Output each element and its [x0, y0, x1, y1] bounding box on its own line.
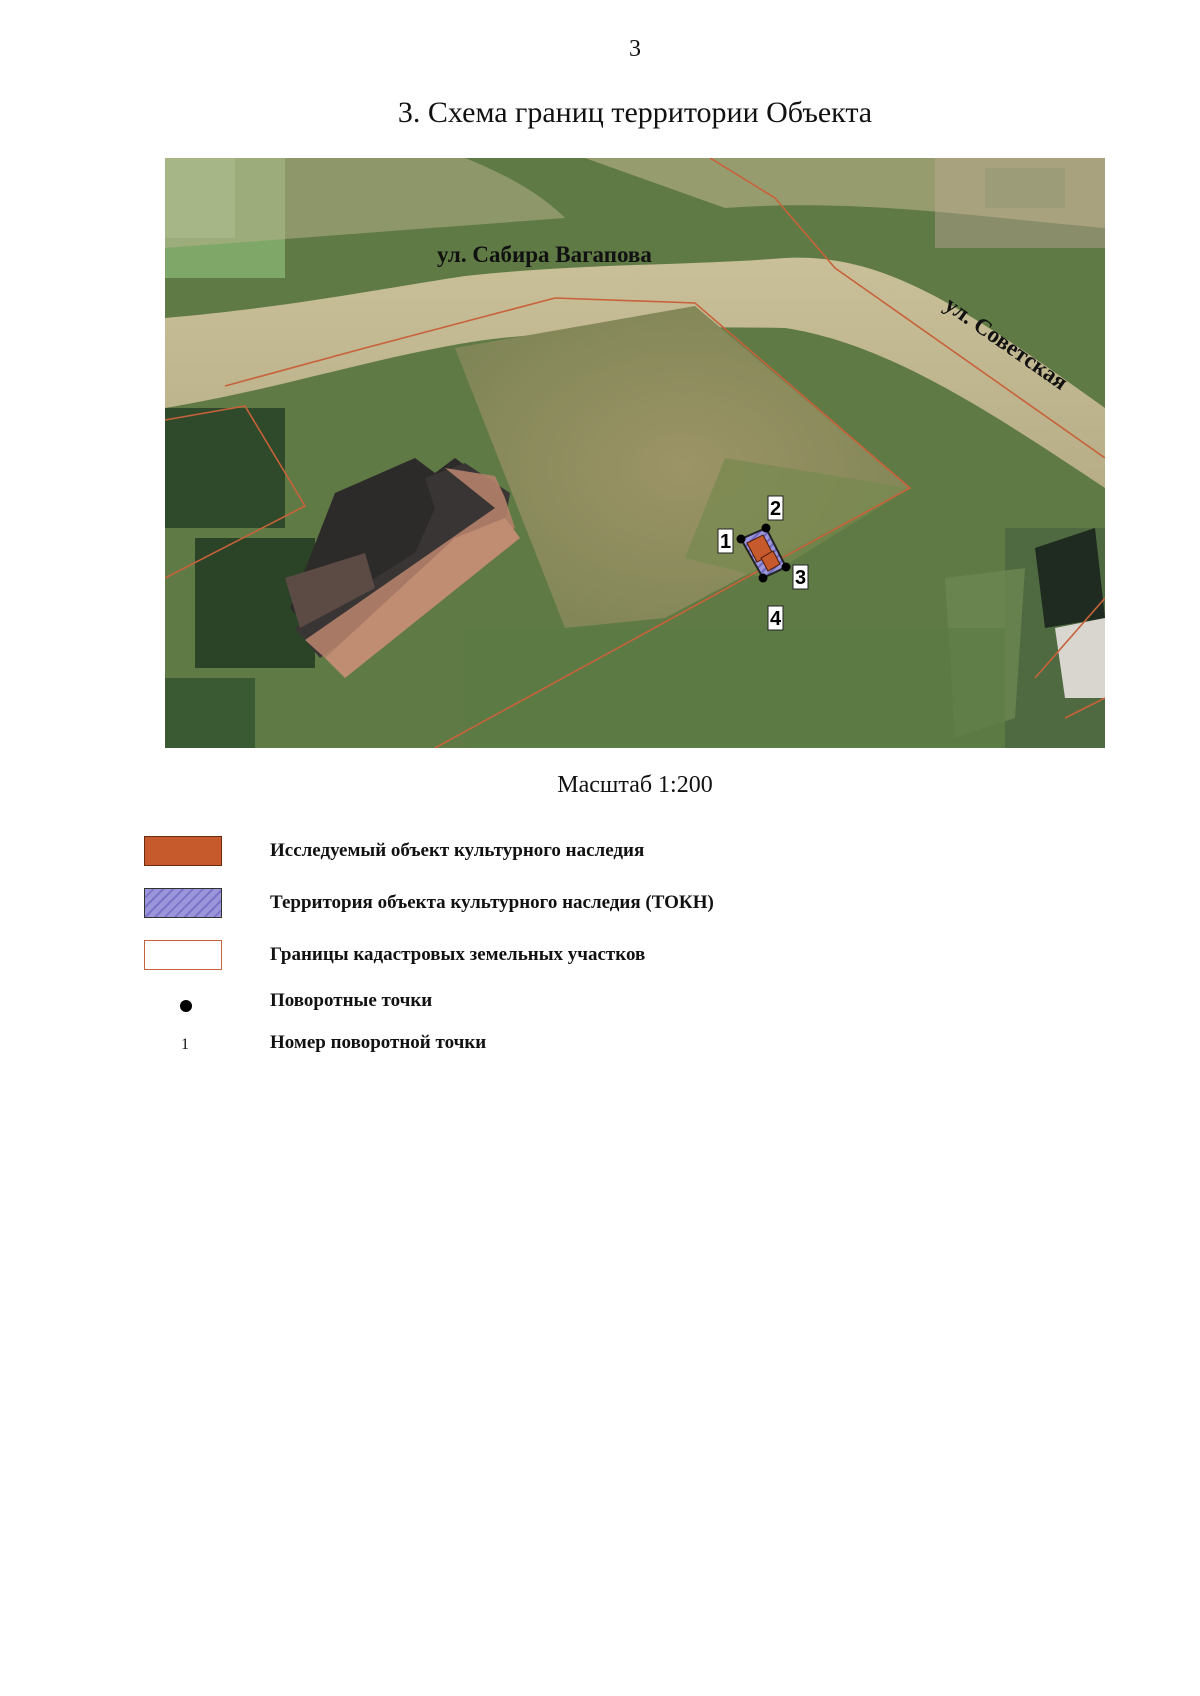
- point-number-sample: 1: [181, 1036, 189, 1053]
- object-swatch-icon: [144, 836, 222, 866]
- aerial-map: [165, 158, 1105, 748]
- street-label-sabira-vagapova: ул. Сабира Вагапова: [437, 242, 652, 267]
- turning-point-4: [759, 574, 768, 583]
- legend-label: Поворотные точки: [270, 990, 433, 1011]
- page-title: 3. Схема границ территории Объекта: [397, 96, 873, 129]
- svg-text:3: 3: [794, 567, 807, 589]
- svg-text:4: 4: [769, 608, 782, 630]
- tokn-swatch-icon: [144, 888, 222, 918]
- street-label-sovetskaya: ул. Советская: [940, 291, 1073, 395]
- turning-point-label-4: [768, 606, 783, 630]
- cadastral-swatch-icon: [144, 940, 222, 970]
- legend-label: Границы кадастровых земельных участков: [270, 944, 646, 965]
- dot-icon: [180, 1000, 192, 1012]
- legend-label: Номер поворотной точки: [270, 1032, 487, 1053]
- page-number: 3: [629, 36, 641, 62]
- turning-point-label-3: [793, 565, 808, 589]
- turning-point-1: [737, 535, 746, 544]
- legend-label: Территория объекта культурного наследия (ТОКН): [270, 892, 714, 913]
- svg-text:2: 2: [769, 498, 782, 520]
- turning-point-3: [782, 563, 791, 572]
- legend-label: Исследуемый объект культурного наследия: [270, 840, 645, 861]
- turning-point-2: [762, 524, 771, 533]
- map-scale: Масштаб 1:200: [557, 772, 713, 798]
- svg-text:1: 1: [719, 531, 732, 553]
- turning-point-label-1: [718, 529, 733, 553]
- turning-point-label-2: [768, 496, 783, 520]
